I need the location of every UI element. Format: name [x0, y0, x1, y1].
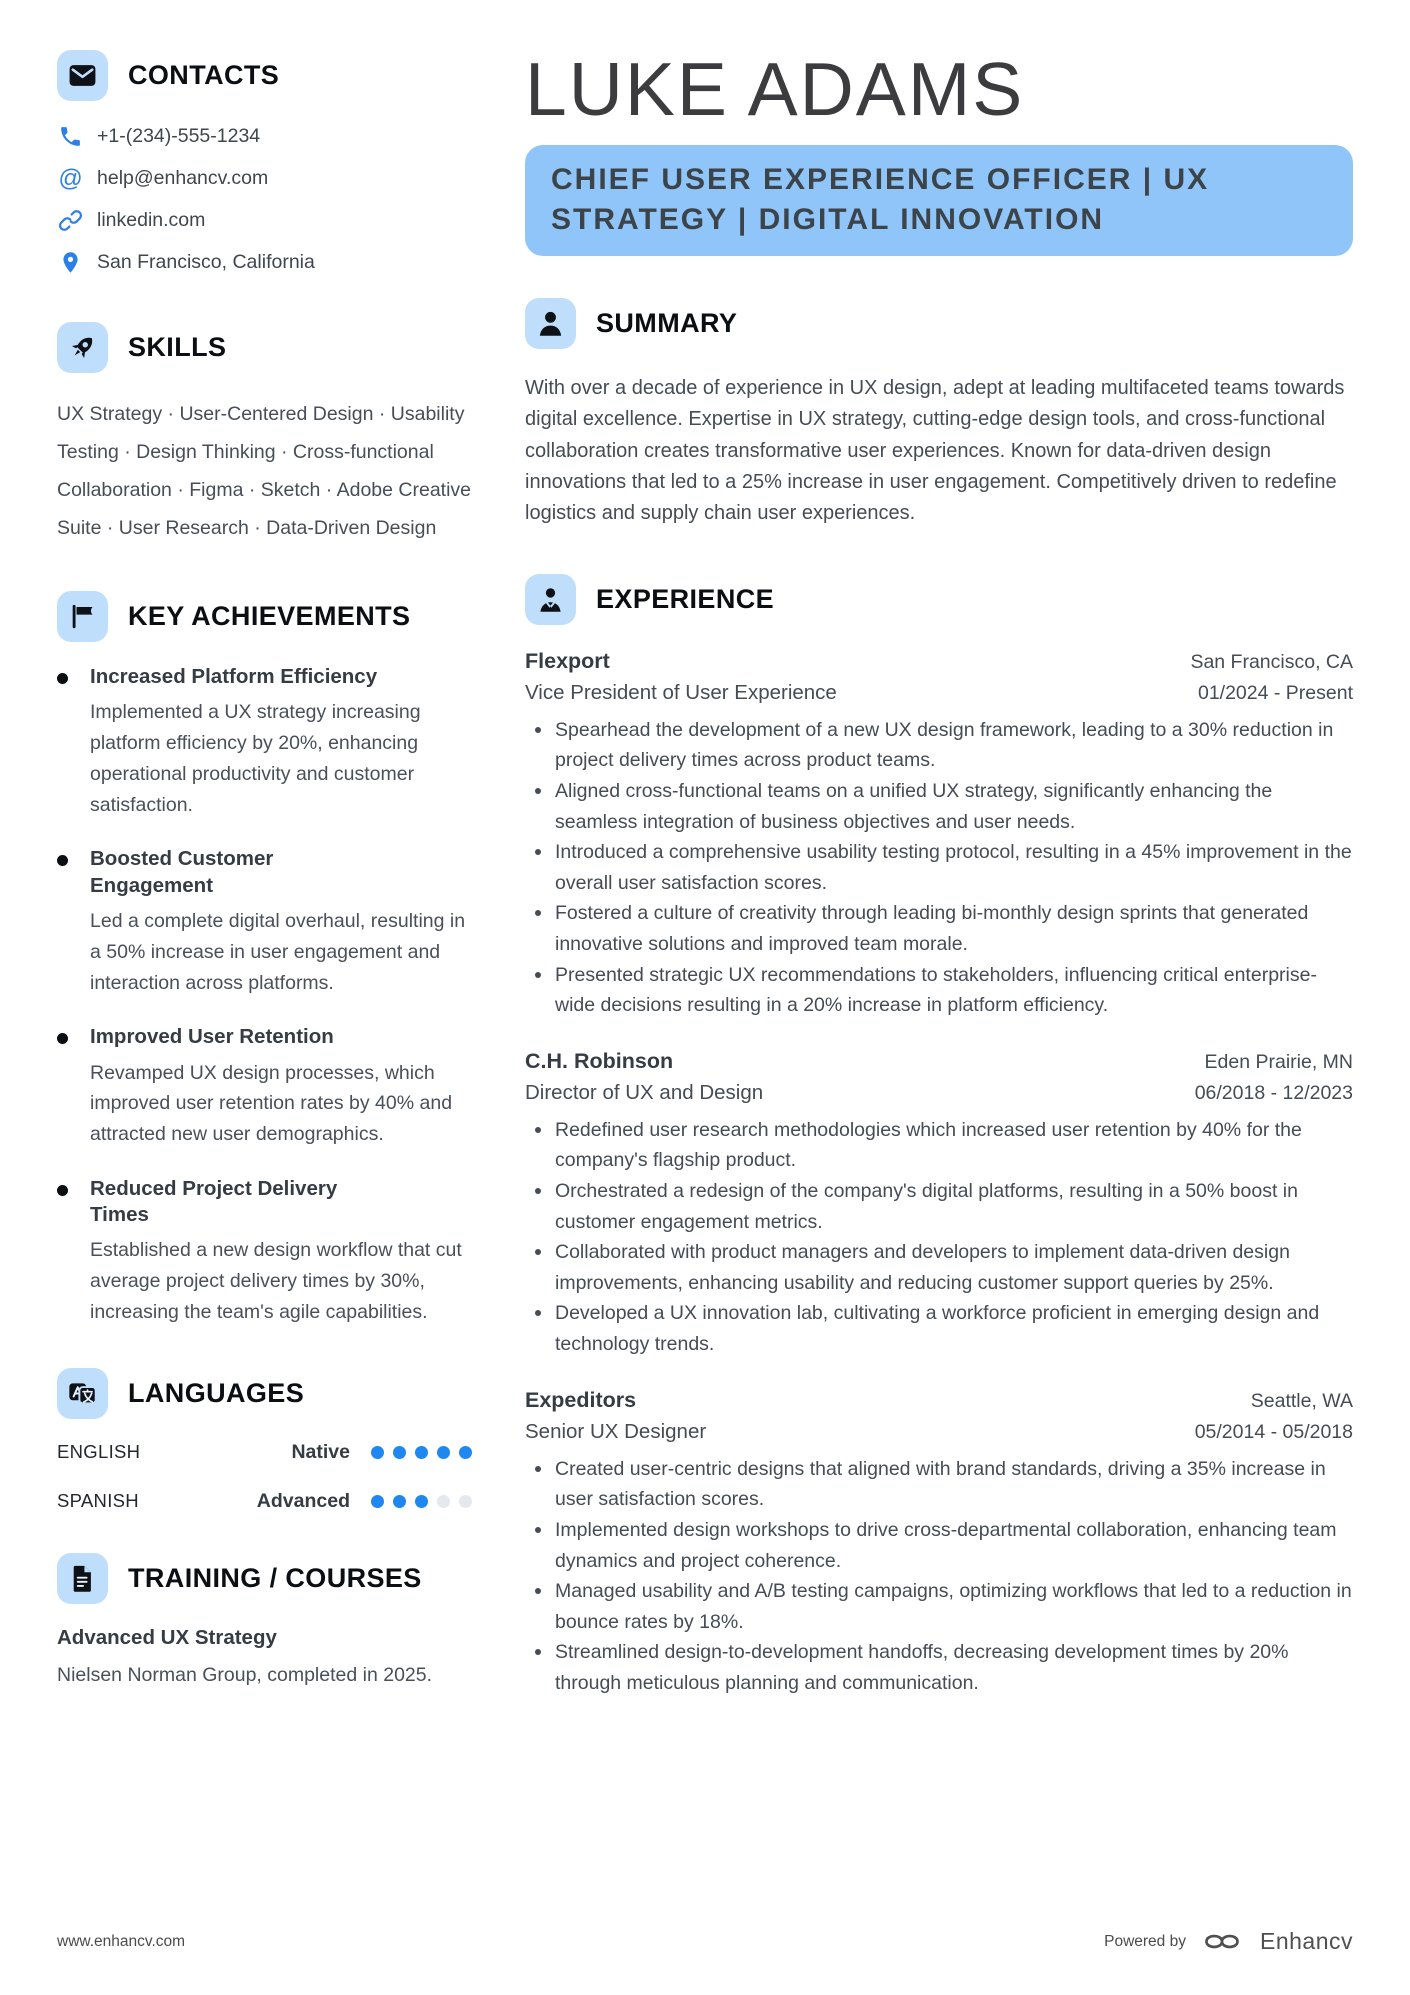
languages-section: [57, 1368, 472, 1513]
achievement-body: [90, 846, 472, 998]
job-bullets: [525, 1115, 1353, 1360]
course-item: [57, 1626, 472, 1690]
job-title-banner: CHIEF USER EXPERIENCE OFFICER | UX STRATEGY | DIGITAL INNOVATION: [525, 145, 1353, 256]
job-company-row: [525, 649, 1353, 674]
achievement-list: [57, 664, 472, 1328]
experience-bullet: Managed usability and A/B testing campaigns, optimizing workflows that led to a reduction in bounce rates by 18%.: [525, 1576, 1353, 1637]
translate-icon: [57, 1368, 108, 1419]
achievements-title: KEY ACHIEVEMENTS: [128, 601, 411, 632]
job-role-row: [525, 1420, 1353, 1444]
dot-filled: [415, 1446, 428, 1459]
dot-filled: [459, 1446, 472, 1459]
skills-header: [57, 322, 472, 373]
experience-bullet: Aligned cross-functional teams on a unified UX strategy, significantly enhancing the seamless integration of business objectives and user needs.: [525, 776, 1353, 837]
business-person-icon: [525, 574, 576, 625]
achievement-text: Implemented a UX strategy increasing platform efficiency by 20%, enhancing operational productivity and customer satisfaction.: [90, 701, 421, 816]
achievement-text: Revamped UX design processes, which improved user retention rates by 40% and attracted new user demographics.: [90, 1061, 453, 1146]
experience-bullet: Created user-centric designs that aligned with brand standards, driving a 35% increase in user satisfaction scores.: [525, 1454, 1353, 1515]
experience-bullet: Developed a UX innovation lab, cultivating a workforce proficient in emerging design and technology trends.: [525, 1298, 1353, 1359]
bullet-dot-icon: [57, 673, 68, 684]
sidebar: [57, 50, 472, 1926]
contact-email: [57, 165, 472, 192]
achievements-header: [57, 591, 472, 642]
course-name: Advanced UX Strategy: [57, 1625, 277, 1649]
language-name: ENGLISH: [57, 1441, 141, 1463]
summary-text: With over a decade of experience in UX design, adept at leading multifaceted teams towards digital excellence. Expertise in UX strategy, cutting-edge design tools, and cross-functional collaboration creates transformative user experiences. Known for data-driven design innovations that led to a 25% increase in user engagement. Competitively driven to redefine logistics and supply chain user experiences.: [525, 376, 1345, 525]
enhancv-logo: [1200, 1926, 1246, 1957]
brand-name: Enhancv: [1259, 1928, 1353, 1954]
dot-filled: [371, 1495, 384, 1508]
job-role-row: [525, 1081, 1353, 1105]
experience-bullet: Streamlined design-to-development handoffs, decreasing development times by 20% through meticulous planning and communication.: [525, 1637, 1353, 1698]
phone-number: +1-(234)-555-1234: [97, 125, 261, 147]
contact-phone: [57, 123, 472, 150]
job-role: Director of UX and Design: [525, 1080, 764, 1104]
company-name: Expeditors: [525, 1387, 637, 1412]
achievements-section: [57, 591, 472, 1328]
job-location: Seattle, WA: [1250, 1389, 1353, 1412]
job-company-row: [525, 1049, 1353, 1074]
contact-list: [57, 123, 472, 276]
job-location: Eden Prairie, MN: [1204, 1050, 1353, 1073]
job-list: [525, 649, 1353, 1699]
achievement-title: Increased Platform Efficiency: [90, 665, 378, 689]
language-row: [57, 1441, 472, 1464]
dot-filled: [371, 1446, 384, 1459]
language-name: SPANISH: [57, 1490, 139, 1512]
footer: [57, 1926, 1353, 1957]
skills-text: UX Strategy · User-Centered Design · Usability Testing · Design Thinking · Cross-functional Collaboration · Figma · Sketch · Adobe Creative Suite · User Research · Data-Driven Design: [57, 403, 472, 540]
at-icon: @: [58, 164, 83, 192]
training-section: [57, 1553, 472, 1690]
language-row: [57, 1490, 472, 1513]
document-icon: [57, 1553, 108, 1604]
dot-filled: [415, 1495, 428, 1508]
summary-header: [525, 298, 1353, 349]
dot-filled: [437, 1446, 450, 1459]
skills-title: SKILLS: [128, 332, 227, 362]
achievement-body: [90, 1176, 472, 1328]
contacts-title: CONTACTS: [128, 60, 280, 90]
dot-empty: [437, 1495, 450, 1508]
rocket-icon: [57, 322, 108, 373]
job-entry: [525, 1388, 1353, 1699]
language-level: Native: [291, 1440, 350, 1463]
achievement-item: [57, 846, 472, 998]
achievement-title: Boosted Customer Engagement: [90, 847, 274, 897]
location-text: San Francisco, California: [97, 251, 315, 273]
job-role: Senior UX Designer: [525, 1419, 707, 1443]
bullet-dot-icon: [57, 855, 68, 866]
achievement-text: Led a complete digital overhaul, resulting in a 50% increase in user engagement and interaction across platforms.: [90, 909, 466, 994]
job-dates: 05/2014 - 05/2018: [1194, 1420, 1353, 1443]
email-link[interactable]: help@enhancv.com: [97, 167, 269, 189]
experience-title: EXPERIENCE: [596, 583, 775, 614]
location-pin-icon: [57, 249, 84, 276]
summary-title: SUMMARY: [596, 307, 738, 338]
job-entry: [525, 1049, 1353, 1360]
linkedin-link[interactable]: linkedin.com: [97, 209, 206, 231]
website-link[interactable]: www.enhancv.com: [57, 1932, 186, 1950]
job-company-row: [525, 1388, 1353, 1413]
main-column: [525, 47, 1353, 1926]
powered-by: [1104, 1926, 1353, 1957]
job-bullets: [525, 715, 1353, 1021]
envelope-icon: [57, 50, 108, 101]
achievement-item: [57, 664, 472, 820]
skills-section: [57, 322, 472, 547]
experience-bullet: Implemented design workshops to drive cross-departmental collaboration, enhancing team dynamics and project coherence.: [525, 1515, 1353, 1576]
contacts-header: [57, 50, 472, 101]
job-role: Vice President of User Experience: [525, 680, 837, 704]
experience-bullet: Spearhead the development of a new UX design framework, leading to a 30% reduction in project delivery times across product teams.: [525, 715, 1353, 776]
powered-by-label: Powered by: [1104, 1932, 1186, 1950]
contact-linkedin: [57, 207, 472, 234]
experience-bullet: Redefined user research methodologies which increased user retention by 40% for the company's flagship product.: [525, 1115, 1353, 1176]
link-icon: [57, 207, 84, 234]
company-name: C.H. Robinson: [525, 1048, 674, 1073]
achievement-title: Improved User Retention: [90, 1025, 334, 1049]
experience-bullet: Introduced a comprehensive usability testing protocol, resulting in a 45% improvement in the overall user satisfaction scores.: [525, 837, 1353, 898]
content-columns: [57, 47, 1353, 1926]
experience-bullet: Fostered a culture of creativity through leading bi-monthly design sprints that generated innovative solutions and improved team morale.: [525, 898, 1353, 959]
dot-filled: [393, 1446, 406, 1459]
achievement-body: [90, 664, 472, 820]
dot-filled: [393, 1495, 406, 1508]
achievement-item: [57, 1176, 472, 1328]
experience-bullet: Collaborated with product managers and developers to implement data-driven design improvements, enhancing usability and reducing customer support queries by 25%.: [525, 1237, 1353, 1298]
phone-icon: [57, 123, 84, 150]
language-level: Advanced: [256, 1489, 350, 1512]
experience-header: [525, 574, 1353, 625]
training-title: TRAINING / COURSES: [128, 1562, 422, 1593]
language-dots: [362, 1446, 472, 1459]
job-dates: 01/2024 - Present: [1197, 681, 1353, 704]
job-entry: [525, 649, 1353, 1021]
achievement-body: [90, 1024, 472, 1150]
bullet-dot-icon: [57, 1033, 68, 1044]
job-location: San Francisco, CA: [1190, 650, 1353, 673]
person-icon: [525, 298, 576, 349]
flag-icon: [57, 591, 108, 642]
languages-title: LANGUAGES: [128, 1377, 305, 1408]
language-dots: [362, 1495, 472, 1508]
languages-header: [57, 1368, 472, 1419]
experience-bullet: Orchestrated a redesign of the company's digital platforms, resulting in a 50% boost in customer engagement metrics.: [525, 1176, 1353, 1237]
achievement-item: [57, 1024, 472, 1150]
contact-location: [57, 249, 472, 276]
language-list: [57, 1441, 472, 1513]
bullet-dot-icon: [57, 1185, 68, 1196]
experience-section: [525, 574, 1353, 1699]
course-detail: Nielsen Norman Group, completed in 2025.: [57, 1663, 433, 1686]
company-name: Flexport: [525, 648, 610, 673]
summary-section: [525, 298, 1353, 530]
training-header: [57, 1553, 472, 1604]
job-bullets: [525, 1454, 1353, 1699]
achievement-text: Established a new design workflow that cut average project delivery times by 30%, increasing the team's agile capabilities.: [90, 1239, 462, 1324]
achievement-title: Reduced Project Delivery Times: [90, 1176, 338, 1227]
contacts-section: [57, 50, 472, 276]
candidate-name: LUKE ADAMS: [525, 47, 1025, 131]
job-dates: 06/2018 - 12/2023: [1194, 1081, 1353, 1104]
dot-empty: [459, 1495, 472, 1508]
experience-bullet: Presented strategic UX recommendations to stakeholders, influencing critical enterprise-wide decisions resulting in a 20% increase in platform efficiency.: [525, 960, 1353, 1021]
job-role-row: [525, 681, 1353, 705]
